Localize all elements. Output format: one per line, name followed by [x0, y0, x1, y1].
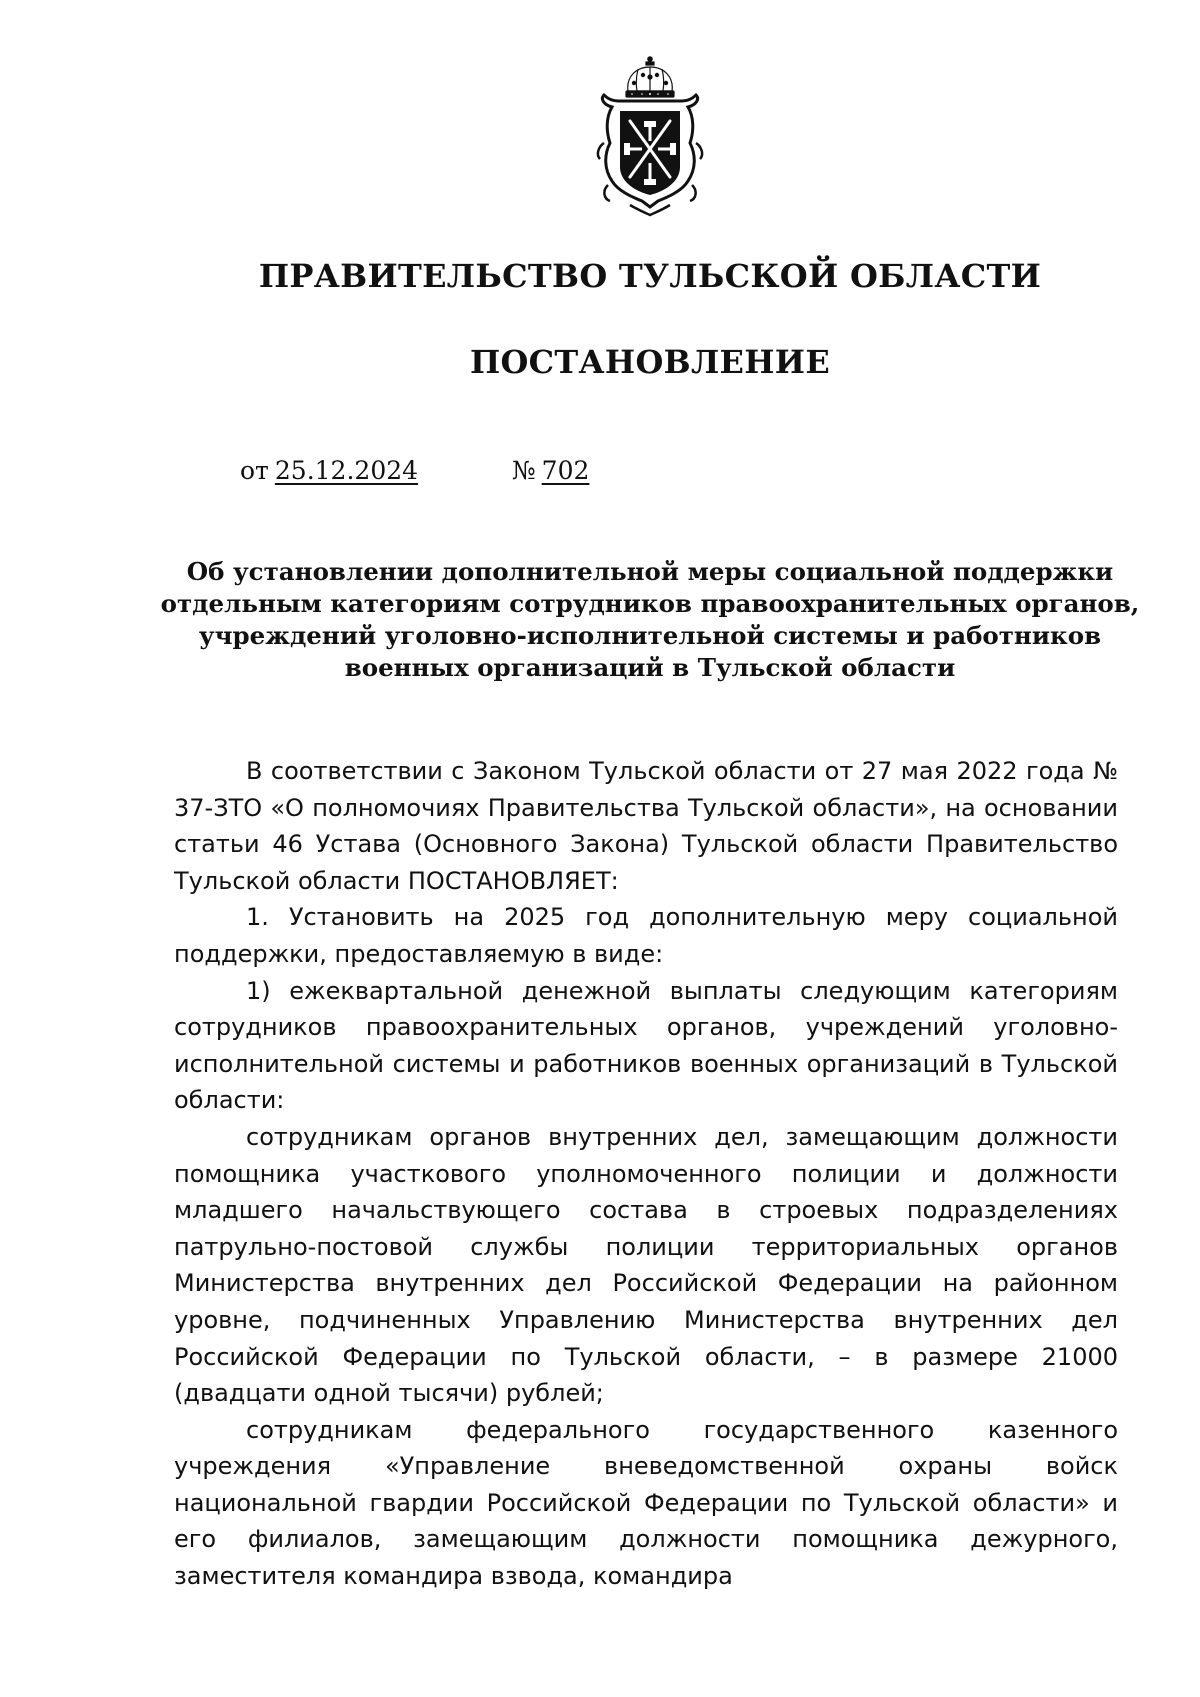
date-value: 25.12.2024: [274, 456, 419, 485]
document-number: [512, 458, 589, 483]
tula-region-coat-of-arms-icon: [590, 55, 710, 217]
body-paragraph: сотрудникам федерального государственного казенного учреждения «Управление вневедомственной охраны войск национальной гвардии Российской Федерации по Тульской области» и его филиалов, замещающим должности помощника дежурного, заместителя командира взвода, командира: [174, 1415, 1118, 1591]
body-paragraph: сотрудникам органов внутренних дел, замещающим должности помощника участкового уполномоченного полиции и должности младшего начальствующего состава в строевых подразделениях патрульно-постовой службы полиции территориальных органов Министерства внутренних дел Российской Федерации на районном уровне, подчиненных Управлению Министерства внутренних дел Российской Федерации по Тульской области, – в размере 21000 (двадцати одной тысячи) рублей;: [174, 1122, 1118, 1408]
number-prefix: №: [512, 456, 536, 485]
date-prefix: от: [240, 456, 269, 485]
body-paragraph: В соответствии с Законом Тульской области от 27 мая 2022 года № 37-ЗТО «О полномочиях Правительства Тульской области», на основании статьи 46 Устава (Основного Закона) Тульской области Правительство Тульской области ПОСТАНОВЛЯЕТ:: [174, 757, 1118, 895]
document-date: [240, 458, 418, 483]
body-paragraph: 1. Установить на 2025 год дополнительную меру социальной поддержки, предоставляемую в виде:: [174, 903, 1118, 968]
heading-line: Об установлении дополнительной меры социальной поддержки: [186, 557, 1114, 586]
document-type: ПОСТАНОВЛЕНИЕ: [469, 343, 831, 381]
heading-line: отдельным категориям сотрудников правоохранительных органов,: [160, 589, 1140, 618]
heading-line: военных организаций в Тульской области: [344, 653, 956, 682]
heading-line: учреждений уголовно-исполнительной системы и работников: [198, 621, 1102, 650]
document-body: [174, 753, 1118, 1595]
document-heading: [150, 556, 1150, 684]
body-paragraph: 1) ежеквартальной денежной выплаты следующим категориям сотрудников правоохранительных органов, учреждений уголовно-исполнительной системы и работников военных организаций в Тульской области:: [174, 976, 1118, 1115]
number-value: 702: [541, 456, 590, 485]
organization-title: ПРАВИТЕЛЬСТВО ТУЛЬСКОЙ ОБЛАСТИ: [258, 257, 1042, 295]
